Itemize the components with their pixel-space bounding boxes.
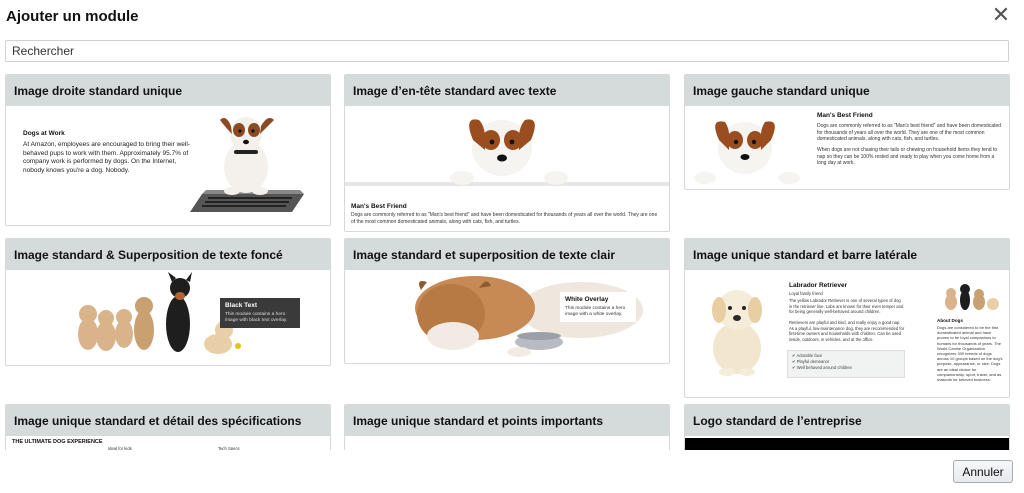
preview-text: Dogs are commonly referred to as "Man's best friend" and have been domesticated for thousands of years all over the world. They are one of the most common domesticated animals, along with cats, fish, and turtles. <box>351 212 658 225</box>
module-card-title: Image unique standard et barre latérale <box>685 239 1009 270</box>
module-grid <box>0 70 1024 450</box>
preview-heading: Labrador Retriever <box>789 282 848 289</box>
module-preview <box>345 270 669 363</box>
module-card-title: Image d’en-tête standard avec texte <box>345 75 669 106</box>
preview-text-2: Retrievers are playful and kind, and really enjoy a good nap. As a playful, low-maintenance dog, they are recommended for first-time owners and households with children. Can be used inside, outdoors, in vehicles, and at the office. <box>789 320 905 342</box>
preview-text: The yellow Labrador Retriever is one of several types of dog in the retriever line. Labs are known for their even temper and for being generally well-behaved around children. <box>789 298 904 315</box>
module-card-sidebar[interactable] <box>684 238 1010 398</box>
checklist-item: ✔ Well behaved around children <box>792 365 853 370</box>
puppy-left-image <box>687 108 807 188</box>
preview-heading: Man's Best Friend <box>817 112 873 119</box>
preview-text: At Amazon, employees are encouraged to bring their well-behaved pups to work with them. Approximately 95.7% of company work is performed by dogs. On the Internet, nobody knows you're a dog. Nobody. <box>23 141 190 174</box>
module-preview <box>345 106 669 231</box>
puppy-header-image <box>345 106 669 186</box>
checklist-item: ✔ Playful demeanor <box>792 359 830 364</box>
sidebar-heading: About Dogs <box>937 318 964 323</box>
preview-heading: Man's Best Friend <box>351 203 407 210</box>
logo-banner <box>685 438 1009 450</box>
module-preview <box>6 106 330 225</box>
close-icon[interactable]: ✕ <box>991 2 1011 27</box>
cancel-button[interactable]: Annuler <box>953 460 1013 483</box>
module-card-title: Image standard et superposition de texte clair <box>345 239 669 270</box>
overlay-title: Black Text <box>225 302 258 309</box>
dialog-footer <box>0 452 1024 493</box>
preview-heading: THE ULTIMATE DOG EXPERIENCE <box>12 439 103 445</box>
module-preview <box>685 270 1009 397</box>
preview-text-2: When dogs are not chasing their tails or chewing on household items they tend to nap so they can be 100% rested and ready to play when you come home from a long day at work. <box>817 147 998 166</box>
preview-text: Dogs are commonly referred to as "Man's best friend" and have been domesticated for thousands of years all over the world. They are one of the most common domesticated animals, along with cats, fish, and turtles. <box>817 123 1002 142</box>
light-text-overlay <box>560 292 636 322</box>
module-card-left-image[interactable] <box>684 74 1010 190</box>
labrador-image <box>697 282 777 378</box>
overlay-text: This module contains a hero image with black text overlay. <box>225 312 288 323</box>
overlay-title: White Overlay <box>565 296 609 303</box>
module-preview <box>685 106 1009 189</box>
overlay-text: This module contains a hero image with a white overlay. <box>565 306 626 317</box>
module-preview <box>6 436 330 450</box>
module-card-company-logo[interactable] <box>684 404 1010 450</box>
preview-subheading: Loyal family friend <box>789 291 823 296</box>
module-preview <box>345 436 669 450</box>
module-preview <box>6 270 330 365</box>
dark-text-overlay <box>220 298 300 328</box>
checklist-item: ✔ Adorable face <box>792 353 823 358</box>
module-preview <box>685 436 1009 450</box>
preview-column-2: Tech Specs <box>218 446 240 450</box>
module-card-light-overlay[interactable] <box>344 238 670 364</box>
sidebar-dogs-image <box>941 284 1001 312</box>
module-card-specs[interactable] <box>5 404 331 450</box>
dog-laptop-image <box>182 112 312 222</box>
module-card-title: Image standard & Superposition de texte foncé <box>6 239 330 270</box>
sidebar-text: Dogs are considered to be the first domesticated animal and have proven to be loyal companions to humans for thousands of years. The World Canine Organization recognizes 339 breeds of dogs across 10 groups based on the dog's purpose, appearance, or size. Dogs are an ideal choice for companionship, sport, travel, and as mascots for beloved business. <box>937 325 1003 383</box>
module-card-highlights[interactable] <box>344 404 670 450</box>
preview-heading: Dogs at Work <box>23 130 65 137</box>
module-card-title: Logo standard de l’entreprise <box>685 405 1009 436</box>
module-card-right-image[interactable] <box>5 74 331 226</box>
module-card-title: Image unique standard et détail des spécifications <box>6 405 330 436</box>
checklist-box <box>787 350 905 378</box>
module-card-dark-overlay[interactable] <box>5 238 331 366</box>
search-input[interactable] <box>5 40 1009 62</box>
module-card-title: Image gauche standard unique <box>685 75 1009 106</box>
dialog-title: Ajouter un module <box>6 8 139 25</box>
module-card-header-image[interactable] <box>344 74 670 232</box>
preview-column-1: Ideal for kids <box>108 446 132 450</box>
module-card-title: Image unique standard et points importants <box>345 405 669 436</box>
module-card-title: Image droite standard unique <box>6 75 330 106</box>
